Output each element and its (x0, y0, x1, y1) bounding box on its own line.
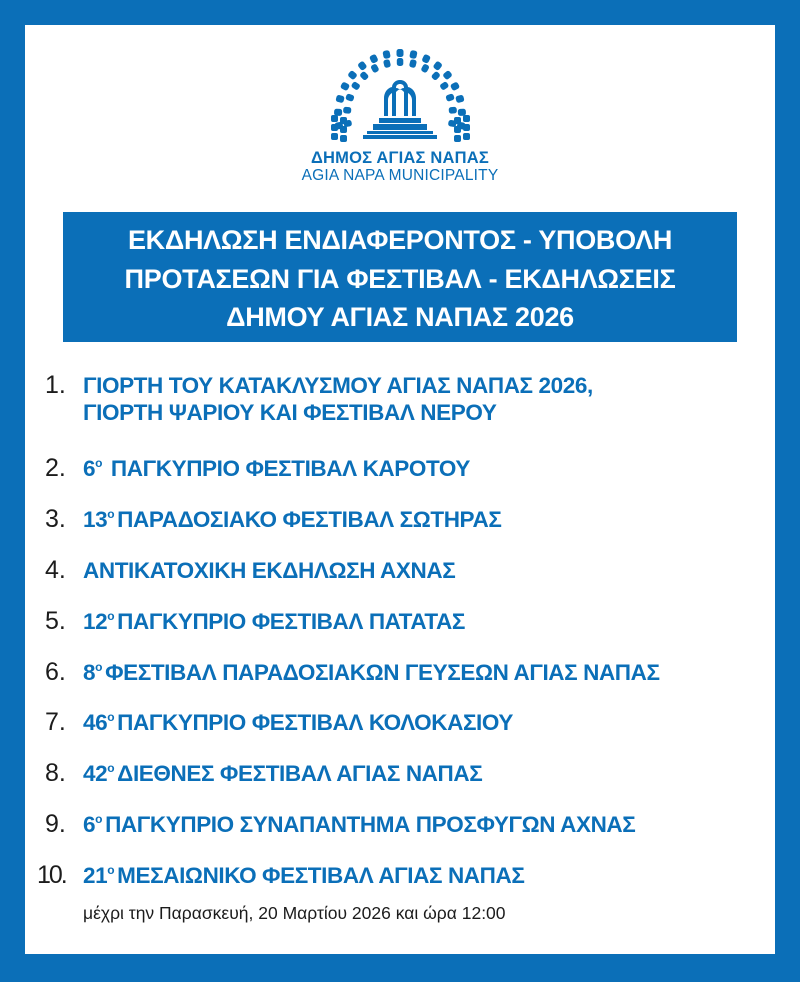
item-number: 10. (37, 861, 66, 889)
item-number: 3. (45, 505, 66, 533)
item-number: 6. (45, 658, 66, 686)
item-title: ΑΝΤΙΚΑΤΟΧΙΚΗ ΕΚΔΗΛΩΣΗ ΑΧΝΑΣ (83, 558, 456, 583)
item-number: 7. (45, 708, 66, 736)
item-number: 5. (45, 607, 66, 635)
item-title: $8^o$ ΦΕΣΤΙΒΑΛ ΠΑΡΑΔΟΣΙΑΚΩΝ ΓΕΥΣΕΩΝ ΑΓΙΑΣ ΝΑΠΑΣ (83, 660, 660, 685)
title-line-2: ΠΡΟΤΑΣΕΩΝ ΓΙΑ ΦΕΣΤΙΒΑΛ - ΕΚΔΗΛΩΣΕΙΣ (124, 263, 676, 294)
item-title: $42^o$ ΔΙΕΘΝΕΣ ΦΕΣΤΙΒΑΛ ΑΓΙΑΣ ΝΑΠΑΣ (83, 761, 483, 786)
item-number: 9. (45, 810, 66, 838)
title-line-1: ΕΚΔΗΛΩΣΗ ΕΝΔΙΑΦΕΡΟΝΤΟΣ - ΥΠΟΒΟΛΗ (127, 225, 673, 255)
item-number: 4. (45, 556, 66, 584)
deadline-text: μέχρι την Παρασκευή, 20 Μαρτίου 2026 και ώρα 12:00 (83, 903, 506, 923)
item-title: $12^o$ ΠΑΓΚΥΠΡΙΟ ΦΕΣΤΙΒΑΛ ΠΑΤΑΤΑΣ (83, 609, 465, 634)
arch-fountain-icon (329, 43, 471, 143)
title-line-3: ΔΗΜΟΥ ΑΓΙΑΣ ΝΑΠΑΣ 2026 (226, 302, 574, 332)
item-number: 1. (45, 371, 66, 399)
item-title: $13^o$ ΠΑΡΑΔΟΣΙΑΚΟ ΦΕΣΤΙΒΑΛ ΣΩΤΗΡΑΣ (83, 507, 502, 532)
item-number: 8. (45, 759, 66, 787)
logo-name-greek: ΔΗΜΟΣ ΑΓΙΑΣ ΝΑΠΑΣ (310, 149, 489, 167)
title-banner (63, 212, 737, 342)
item-title: $46^o$ ΠΑΓΚΥΠΡΙΟ ΦΕΣΤΙΒΑΛ ΚΟΛΟΚΑΣΙΟΥ (83, 710, 513, 735)
municipality-logo (25, 43, 775, 184)
logo-name-english: AGIA NAPA MUNICIPALITY (301, 167, 499, 184)
item-title: $21^o$ ΜΕΣΑΙΩΝΙΚΟ ΦΕΣΤΙΒΑΛ ΑΓΙΑΣ ΝΑΠΑΣ (83, 863, 525, 888)
poster-panel (25, 25, 775, 954)
item-title: ΓΙΟΡΤΗ ΤΟΥ ΚΑΤΑΚΛΥΣΜΟΥ ΑΓΙΑΣ ΝΑΠΑΣ 2026, ΓΙΟΡΤΗ ΨΑΡΙΟΥ ΚΑΙ ΦΕΣΤΙΒΑΛ ΝΕΡΟΥ (83, 373, 593, 425)
item-title: $6^o$ ΠΑΓΚΥΠΡΙΟ ΣΥΝΑΠΑΝΤΗΜΑ ΠΡΟΣΦΥΓΩΝ ΑΧΝΑΣ (83, 812, 636, 837)
item-number: 2. (45, 454, 66, 482)
item-title: $6^o$ ΠΑΓΚΥΠΡΙΟ ΦΕΣΤΙΒΑΛ ΚΑΡΟΤΟΥ (83, 456, 471, 481)
